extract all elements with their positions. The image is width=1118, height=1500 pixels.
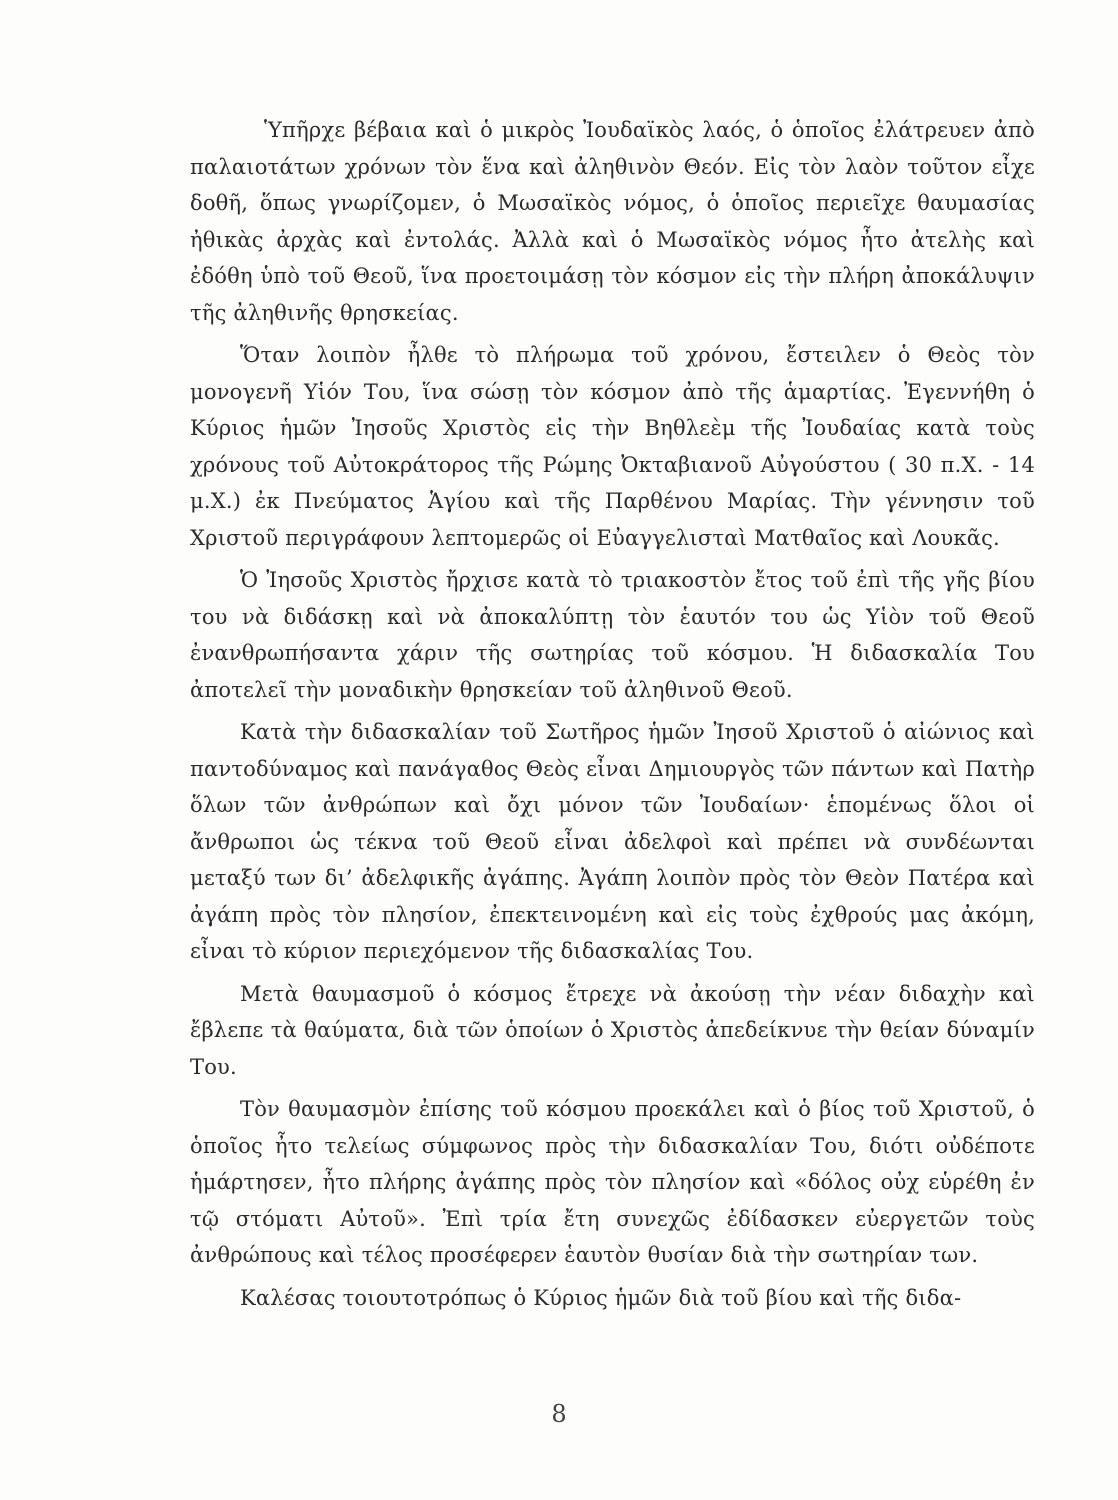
paragraph-1: Ὑπῆρχε βέβαια καὶ ὁ μικρὸς Ἰουδαϊκὸς λαός, ὁ ὁποῖος ἐλάτρευεν ἀπὸ παλαιοτάτων χρόνων τὸν ἕνα καὶ ἀληθινὸν Θεόν. Εἰς τὸν λαὸν τοῦτον εἶχε δοθῆ, ὅπως γνωρίζομεν, ὁ Μωσαϊκὸς νόμος, ὁ ὁποῖος περιεῖχε θαυμασίας ἠθικὰς ἀρχὰς καὶ ἐντολάς. Ἀλλὰ καὶ ὁ Μωσαϊκὸς νόμος ἦτο ἀτελὴς καὶ ἐδόθη ὑπὸ τοῦ Θεοῦ, ἵνα προετοιμάσῃ τὸν κόσμον εἰς τὴν πλήρη ἀποκάλυψιν τῆς ἀληθινῆς θρησκείας.: [190, 118, 1035, 325]
body-text: [190, 112, 1035, 1322]
paragraph-4: Κατὰ τὴν διδασκαλίαν τοῦ Σωτῆρος ἡμῶν Ἰησοῦ Χριστοῦ ὁ αἰώνιος καὶ παντοδύναμος καὶ πανάγαθος Θεὸς εἶναι Δημιουργὸς τῶν πάντων καὶ Πατὴρ ὅλων τῶν ἀνθρώπων καὶ ὄχι μόνον τῶν Ἰουδαίων· ἑπομένως ὅλοι οἱ ἄνθρωποι ὡς τέκνα τοῦ Θεοῦ εἶναι ἀδελφοὶ καὶ πρέπει νὰ συνδέωνται μεταξύ των δι’ ἀδελφικῆς ἀγάπης. Ἀγάπη λοιπὸν πρὸς τὸν Θεὸν Πατέρα καὶ ἀγάπη πρὸς τὸν πλησίον, ἐπεκτεινομένη καὶ εἰς τοὺς ἐχθρούς μας ἀκόμη, εἶναι τὸ κύριον περιεχόμενον τῆς διδασκαλίας Του.: [190, 720, 1035, 963]
page-number: 8: [551, 1400, 567, 1428]
paragraph-6: Τὸν θαυμασμὸν ἐπίσης τοῦ κόσμου προεκάλει καὶ ὁ βίος τοῦ Χριστοῦ, ὁ ὁποῖος ἦτο τελείως σύμφωνος πρὸς τὴν διδασκαλίαν Του, διότι οὐδέποτε ἡμάρτησεν, ἦτο πλήρης ἀγάπης πρὸς τὸν πλησίον καὶ «δόλος οὐχ εὑρέθη ἐν τῷ στόματι Αὐτοῦ». Ἐπὶ τρία ἔτη συνεχῶς ἐδίδασκεν εὐεργετῶν τοὺς ἀνθρώπους καὶ τέλος προσέφερεν ἑαυτὸν θυσίαν διὰ τὴν σωτηρίαν των.: [190, 1097, 1035, 1267]
paragraph-5: Μετὰ θαυμασμοῦ ὁ κόσμος ἔτρεχε νὰ ἀκούσῃ τὴν νέαν διδαχὴν καὶ ἔβλεπε τὰ θαύματα, διὰ τῶν ὁποίων ὁ Χριστὸς ἀπεδείκνυε τὴν θείαν δύναμίν Του.: [190, 981, 1035, 1079]
paragraph-3: Ὁ Ἰησοῦς Χριστὸς ἤρχισε κατὰ τὸ τριακοστὸν ἔτος τοῦ ἐπὶ τῆς γῆς βίου του νὰ διδάσκῃ καὶ νὰ ἀποκαλύπτῃ τὸν ἑαυτόν του ὡς Υἱὸν τοῦ Θεοῦ ἐνανθρωπήσαντα χάριν τῆς σωτηρίας τοῦ κόσμου. Ἡ διδασκαλία Του ἀποτελεῖ τὴν μοναδικὴν θρησκείαν τοῦ ἀληθινοῦ Θεοῦ.: [190, 568, 1035, 702]
paragraph-7: Καλέσας τοιουτοτρόπως ὁ Κύριος ἡμῶν διὰ τοῦ βίου καὶ τῆς διδα-: [240, 1285, 962, 1310]
paragraph-2: Ὅταν λοιπὸν ἦλθε τὸ πλήρωμα τοῦ χρόνου, ἔστειλεν ὁ Θεὸς τὸν μονογενῆ Υἱόν Του, ἵνα σώσῃ τὸν κόσμον ἀπὸ τῆς ἁμαρτίας. Ἐγεννήθη ὁ Κύριος ἡμῶν Ἰησοῦς Χριστὸς εἰς τὴν Βηθλεὲμ τῆς Ἰουδαίας κατὰ τοὺς χρόνους τοῦ Αὐτοκράτορος τῆς Ρώμης Ὀκταβιανοῦ Αὐγούστου ( 30 π.Χ. - 14 μ.Χ.) ἐκ Πνεύματος Ἁγίου καὶ τῆς Παρθένου Μαρίας. Τὴν γέννησιν τοῦ Χριστοῦ περιγράφουν λεπτομερῶς οἱ Εὐαγγελισταὶ Ματθαῖος καὶ Λουκᾶς.: [190, 343, 1035, 550]
